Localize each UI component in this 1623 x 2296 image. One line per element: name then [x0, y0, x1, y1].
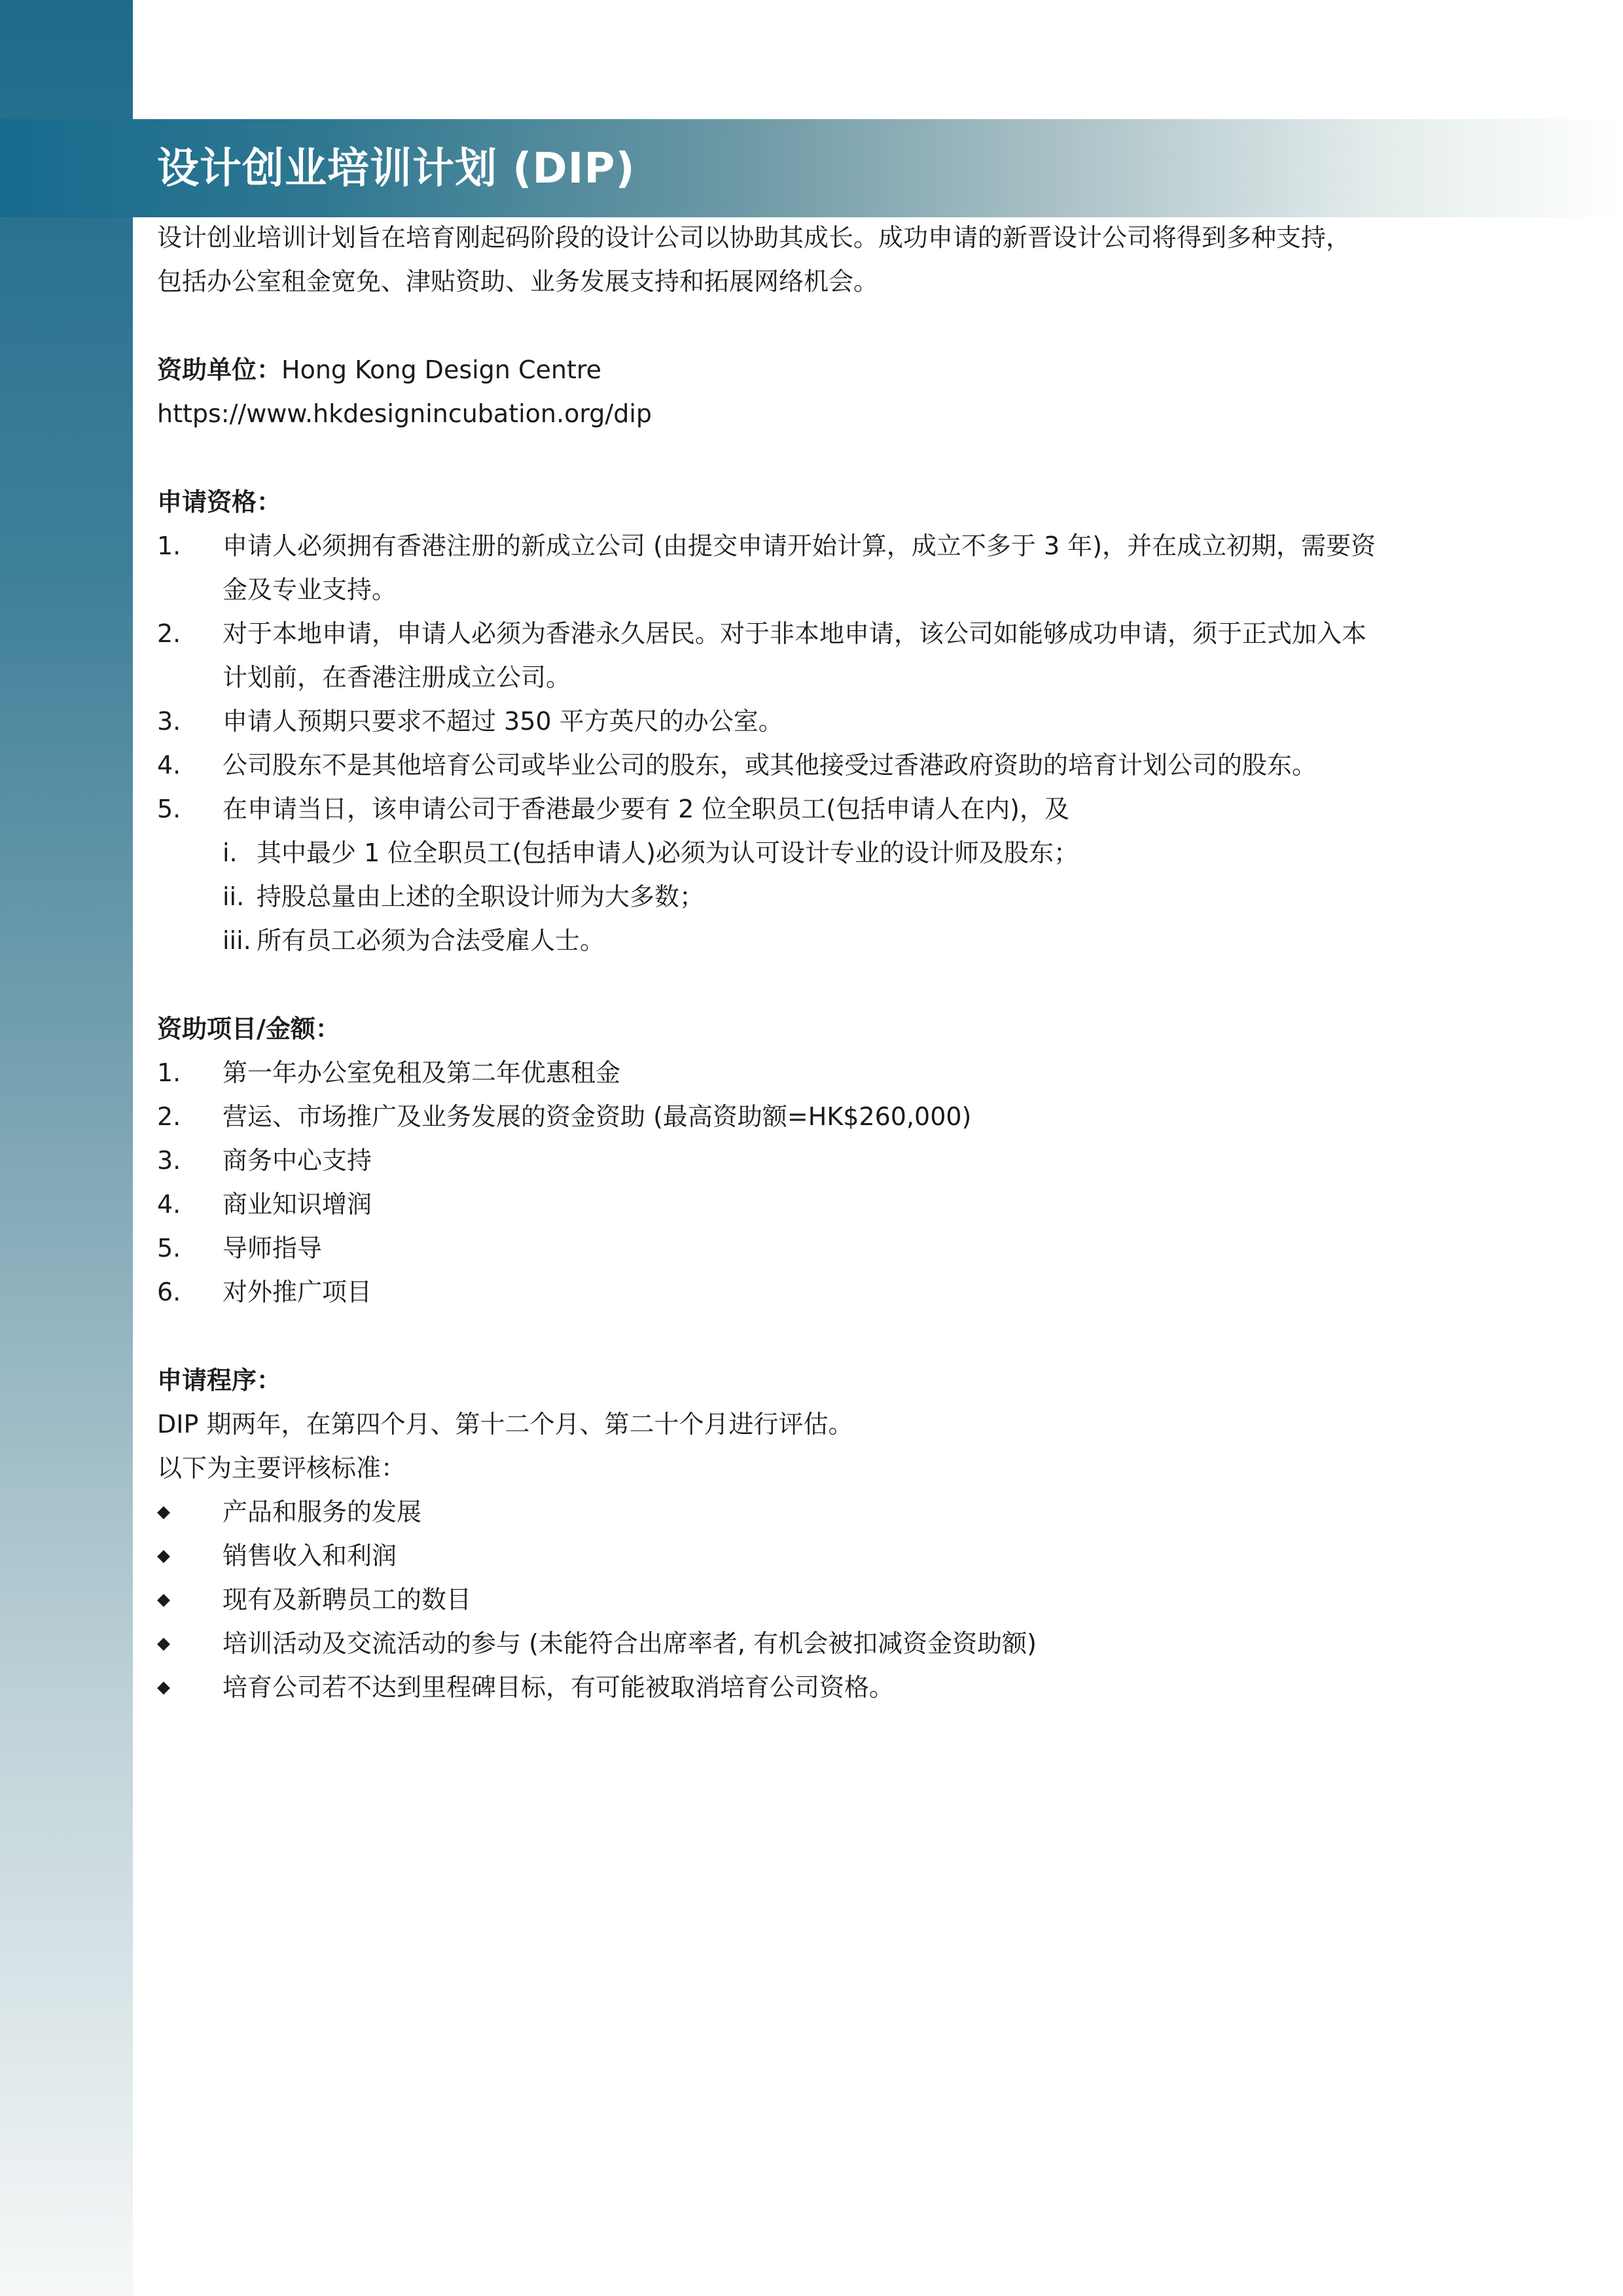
procedure-text: DIP 期两年，在第四个月、第十二个月、第二十个月进行评估。: [157, 1410, 853, 1439]
item-text: 金及专业支持。: [223, 575, 397, 604]
item-number: 2.: [157, 619, 181, 648]
item-number: 1.: [157, 1058, 181, 1087]
sponsor-url[interactable]: https://www.hkdesignincubation.org/dip: [157, 399, 652, 428]
item-text: 在申请当日，该申请公司于香港最少要有 2 位全职员工(包括申请人在内)，及: [223, 795, 1069, 823]
item-text: 对于本地申请，申请人必须为香港永久居民。对于非本地申请，该公司如能够成功申请，须于正式加入本: [223, 619, 1367, 648]
item-number: 3.: [157, 1146, 181, 1175]
item-number: 5.: [157, 795, 181, 823]
procedure-heading: 申请程序：: [157, 1366, 282, 1395]
criteria-text: 培育公司若不达到里程碑目标，有可能被取消培育公司资格。: [223, 1673, 895, 1702]
criteria-item: [157, 1666, 1499, 1710]
criteria-item: [157, 1578, 1499, 1622]
diamond-bullet-icon: ◆: [157, 1590, 170, 1609]
item-text: 商务中心支持: [223, 1146, 372, 1175]
sponsor-name: Hong Kong Design Centre: [281, 355, 602, 384]
funding-item: [157, 1051, 1499, 1095]
subitem-number: i.: [223, 838, 238, 867]
funding-item: [157, 1270, 1499, 1314]
item-text: 对外推广项目: [223, 1278, 372, 1306]
eligibility-item: [157, 744, 1499, 787]
page-title: 设计创业培训计划 (DIP): [157, 145, 635, 193]
item-number: 6.: [157, 1278, 181, 1306]
item-text: 公司股东不是其他培育公司或毕业公司的股东，或其他接受过香港政府资助的培育计划公司的股东。: [223, 751, 1317, 780]
eligibility-item: [157, 524, 1499, 612]
criteria-text: 销售收入和利润: [223, 1541, 397, 1570]
diamond-bullet-icon: ◆: [157, 1677, 170, 1697]
diamond-bullet-icon: ◆: [157, 1634, 170, 1653]
sponsor-line: [157, 348, 1499, 392]
item-text: 申请人必须拥有香港注册的新成立公司 (由提交申请开始计算，成立不多于 3 年)，并在成立初期，需要资: [223, 531, 1376, 560]
criteria-text: 现有及新聘员工的数目: [223, 1585, 472, 1614]
diamond-bullet-icon: ◆: [157, 1546, 170, 1566]
side-gradient-band: [0, 0, 133, 2296]
criteria-item: [157, 1534, 1499, 1578]
item-number: 4.: [157, 1190, 181, 1219]
subitem-number: iii.: [223, 926, 251, 955]
diamond-bullet-icon: ◆: [157, 1502, 170, 1522]
item-number: 4.: [157, 751, 181, 780]
item-text: 商业知识增润: [223, 1190, 372, 1219]
criteria-text: 培训活动及交流活动的参与 (未能符合出席率者, 有机会被扣减资金资助额): [223, 1629, 1037, 1658]
funding-item: [157, 1095, 1499, 1139]
eligibility-subitem: [157, 831, 1499, 875]
eligibility-subitem: [157, 875, 1499, 919]
eligibility-item: [157, 787, 1499, 831]
item-text: 申请人预期只要求不超过 350 平方英尺的办公室。: [223, 707, 783, 736]
funding-heading: 资助项目/金额：: [157, 1014, 340, 1043]
item-number: 2.: [157, 1102, 181, 1131]
item-number: 3.: [157, 707, 181, 736]
item-text: 导师指导: [223, 1234, 323, 1263]
document-body: [157, 216, 1499, 1710]
subitem-text: 持股总量由上述的全职设计师为大多数；: [257, 882, 705, 911]
criteria-text: 产品和服务的发展: [223, 1498, 422, 1526]
item-number: 5.: [157, 1234, 181, 1263]
criteria-item: [157, 1490, 1499, 1534]
criteria-item: [157, 1622, 1499, 1666]
sponsor-label: 资助单位：: [157, 355, 282, 384]
subitem-text: 所有员工必须为合法受雇人士。: [257, 926, 605, 955]
subitem-number: ii.: [223, 882, 245, 911]
subitem-text: 其中最少 1 位全职员工(包括申请人)必须为认可设计专业的设计师及股东；: [257, 838, 1079, 867]
funding-item: [157, 1183, 1499, 1227]
item-text: 计划前，在香港注册成立公司。: [223, 663, 571, 692]
eligibility-item: [157, 612, 1499, 700]
item-text: 营运、市场推广及业务发展的资金资助 (最高资助额=HK$260,000): [223, 1102, 972, 1131]
eligibility-item: [157, 700, 1499, 744]
intro-line: 包括办公室租金宽免、津贴资助、业务发展支持和拓展网络机会。: [157, 267, 879, 296]
eligibility-heading: 申请资格：: [157, 488, 282, 516]
item-text: 第一年办公室免租及第二年优惠租金: [223, 1058, 621, 1087]
procedure-text: 以下为主要评核标准：: [157, 1454, 406, 1482]
funding-item: [157, 1227, 1499, 1270]
intro-line: 设计创业培训计划旨在培育刚起码阶段的设计公司以协助其成长。成功申请的新晋设计公司将得到多种支持，: [157, 223, 1351, 252]
eligibility-subitem: [157, 919, 1499, 963]
funding-item: [157, 1139, 1499, 1183]
item-number: 1.: [157, 531, 181, 560]
